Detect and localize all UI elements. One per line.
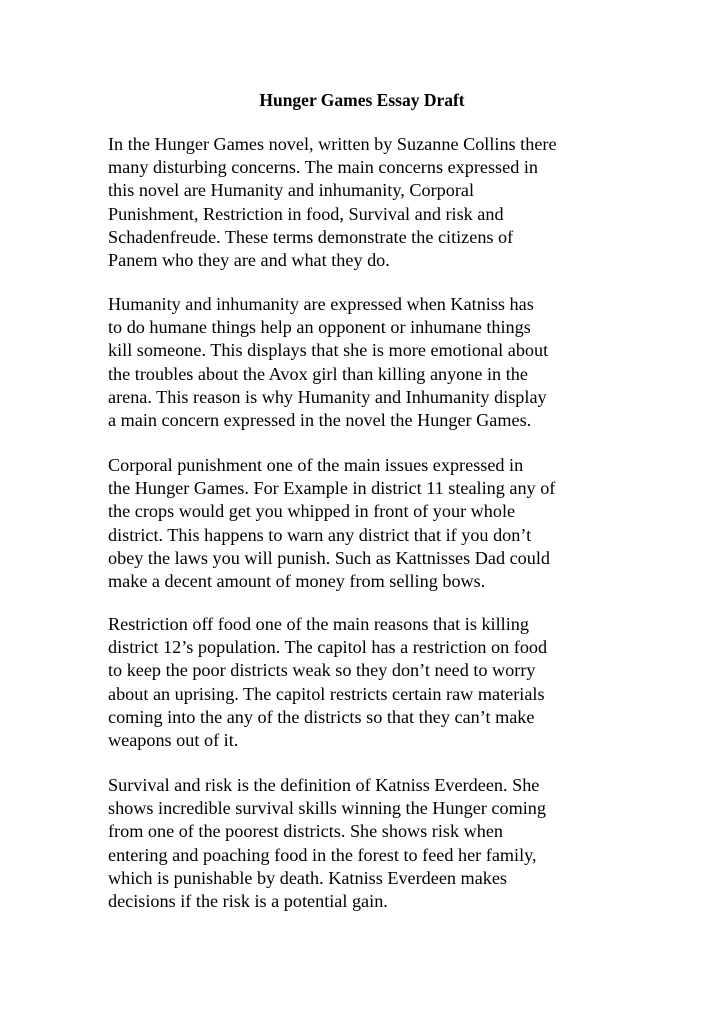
text-line: to do humane things help an opponent or inhumane things [108,317,531,338]
paragraph-food-restriction [108,613,628,752]
text-line: make a decent amount of money from selling bows. [108,571,486,592]
text-line: arena. This reason is why Humanity and Inhumanity display [108,386,547,407]
text-line: Panem who they are and what they do. [108,250,390,271]
text-line: Restriction off food one of the main reasons that is killing [108,614,529,634]
text-line: In the Hunger Games novel, written by Suzanne Collins there [108,134,557,154]
text-line: weapons out of it. [108,730,239,751]
text-line: coming into the any of the districts so that they can’t make [108,706,535,727]
text-line: kill someone. This displays that she is more emotional about [108,340,549,361]
text-line: decisions if the risk is a potential gain. [108,891,388,912]
text-line: this novel are Humanity and inhumanity, Corporal [108,180,475,201]
text-line: Corporal punishment one of the main issues expressed in [108,455,524,475]
text-line: which is punishable by death. Katniss Everdeen makes [108,867,508,888]
text-line: about an uprising. The capitol restricts certain raw materials [108,683,545,704]
text-line: the troubles about the Avox girl than killing anyone in the [108,363,528,384]
text-line: district 12’s population. The capitol has a restriction on food [108,637,548,658]
text-line: Survival and risk is the definition of Katniss Everdeen. She [108,775,540,795]
text-line: many disturbing concerns. The main concerns expressed in [108,157,538,178]
text-line: Schadenfreude. These terms demonstrate the citizens of [108,226,514,247]
text-line: the Hunger Games. For Example in district 11 stealing any of [108,478,556,499]
text-line: obey the laws you will punish. Such as Kattnisses Dad could [108,547,551,568]
document-title: Hunger Games Essay Draft [259,90,465,110]
text-line: to keep the poor districts weak so they don’t need to worry [108,660,536,681]
text-line: the crops would get you whipped in front of your whole [108,501,516,522]
text-line: entering and poaching food in the forest to feed her family, [108,844,537,865]
text-line: Punishment, Restriction in food, Survival and risk and [108,203,504,224]
paragraph-humanity [108,293,628,432]
text-line: from one of the poorest districts. She shows risk when [108,821,504,842]
paragraph-introduction [108,133,628,272]
text-line: Humanity and inhumanity are expressed when Katniss has [108,294,534,314]
text-line: a main concern expressed in the novel the Hunger Games. [108,410,532,431]
text-line: shows incredible survival skills winning the Hunger coming [108,798,546,819]
paragraph-corporal-punishment [108,454,628,593]
paragraph-survival-and-risk [108,774,628,913]
text-line: district. This happens to warn any district that if you don’t [108,524,532,545]
